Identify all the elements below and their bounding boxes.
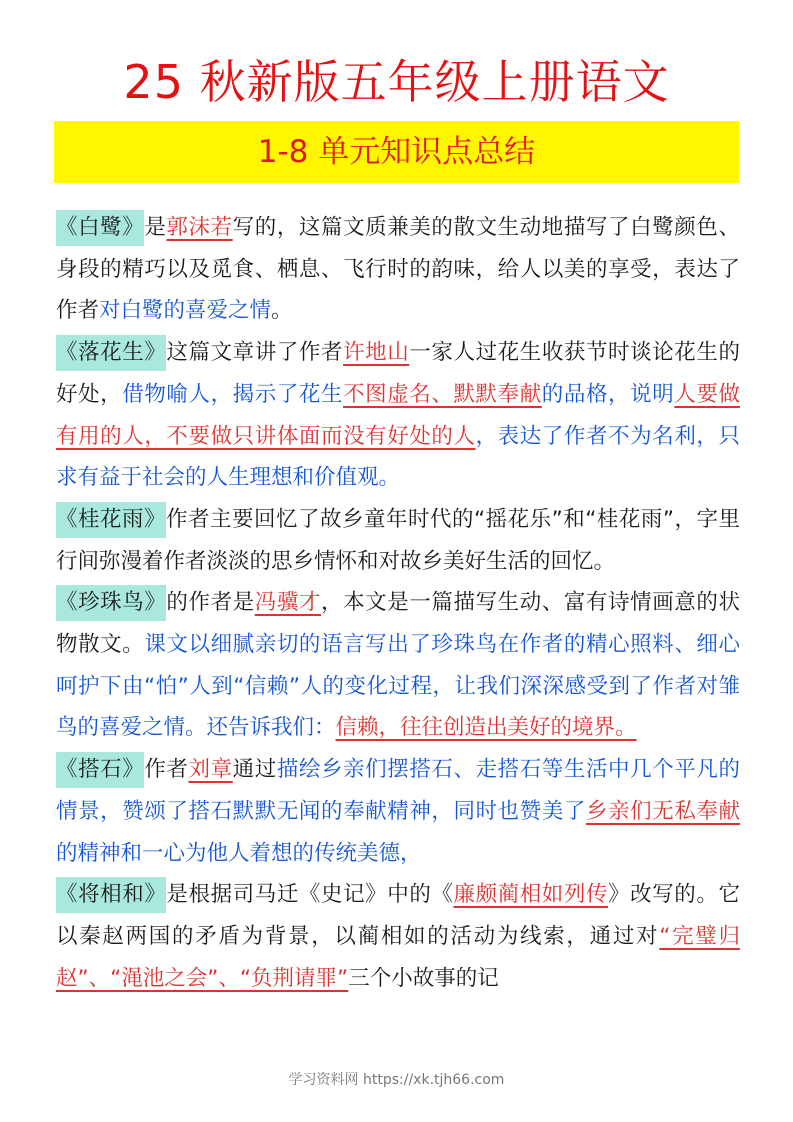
text-segment: 。: [271, 298, 293, 324]
key-phrase-underlined: 冯骥才: [254, 590, 321, 616]
content-body: [56, 207, 740, 999]
key-phrase-underlined: 廉颇蔺相如列传: [453, 882, 609, 908]
text-segment: 是: [144, 215, 167, 240]
lesson-paragraph: [56, 499, 740, 582]
subtitle-banner: [54, 121, 739, 183]
lesson-title-tag: 《白鹭》: [56, 210, 144, 246]
highlight-text: ，表达了作者不为名利，只求有益于社会的人生理想和价值观。: [56, 423, 740, 491]
lesson-title-tag: 《将相和》: [56, 877, 166, 913]
subtitle: 1-8 单元知识点总结: [257, 134, 536, 170]
page-title: 25 秋新版五年级上册语文: [123, 55, 670, 109]
key-phrase-underlined: 刘章: [188, 757, 233, 783]
key-phrase-underlined: “完璧归赵”、“渑池之会”、“负荆请罪”: [56, 923, 740, 991]
text-segment: 这篇文章讲了作者: [166, 340, 344, 366]
key-phrase-underlined: 不图虚名、默默奉献: [343, 381, 542, 407]
key-phrase-underlined: 人要做有用的人，不要做只讲体面而没有好处的人: [56, 381, 740, 449]
text-segment: 是根据司马迁《史记》中的《: [166, 882, 454, 908]
highlight-text: 借物喻人，揭示了花生: [122, 381, 344, 407]
text-segment: 》改写的。它以秦赵两国的矛盾为背景，以蔺相如的活动为线索，通过对: [56, 882, 740, 949]
lesson-paragraph: [56, 207, 740, 332]
key-phrase-underlined: 乡亲们无私奉献: [585, 798, 740, 824]
highlight-text: 的精神和一心为他人着想的传统美德，: [56, 840, 422, 866]
lesson-title-tag: 《桂花雨》: [56, 502, 166, 538]
text-segment: 写的，这篇文质兼美的散文生动地描写了白鹭颜色、身段的精巧以及觅食、栖息、飞行时的韵味，给人以美的享受，表达了作者: [56, 215, 740, 324]
lesson-title-tag: 《珍珠鸟》: [56, 585, 166, 621]
key-phrase-underlined: 信赖，往往创造出美好的境界。: [335, 715, 637, 741]
text-segment: 作者: [144, 757, 189, 783]
lesson-paragraph: [56, 749, 740, 874]
footer-watermark: 学习资料网 https://xk.tjh66.com: [288, 1072, 505, 1088]
lesson-paragraph: [56, 332, 740, 499]
lesson-title-tag: 《搭石》: [56, 752, 144, 788]
highlight-text: 对白鹭的喜爱之情: [99, 298, 272, 324]
text-segment: 通过: [232, 757, 277, 783]
highlight-text: 的品格，说明: [541, 381, 675, 407]
key-phrase-underlined: 许地山: [343, 340, 410, 366]
text-segment: 作者主要回忆了故乡童年时代的“摇花乐”和“桂花雨”，字里行间弥漫着作者淡淡的思乡情怀和对故乡美好生活的回忆。: [56, 506, 740, 574]
text-segment: 三个小故事的记: [348, 965, 499, 991]
lesson-paragraph: [56, 582, 740, 749]
text-segment: 一家人过花生收获节时谈论花生的好处，: [56, 340, 740, 407]
text-segment: 的作者是: [166, 590, 255, 616]
highlight-text: 描绘乡亲们摆搭石、走搭石等生活中几个平凡的情景，赞颂了搭石默默无闻的奉献精神，同时也赞美了: [56, 757, 740, 824]
highlight-text: 课文以细腻亲切的语言写出了珍珠鸟在作者的精心照料、细心呵护下由“怕”人到“信赖”人的变化过程，让我们深深感受到了作者对雏鸟的喜爱之情。还告诉我们：: [56, 632, 740, 741]
key-phrase-underlined: 郭沫若: [166, 215, 233, 240]
lesson-paragraph: [56, 874, 740, 999]
lesson-title-tag: 《落花生》: [56, 335, 166, 371]
text-segment: ，本文是一篇描写生动、富有诗情画意的状物散文。: [56, 590, 740, 658]
